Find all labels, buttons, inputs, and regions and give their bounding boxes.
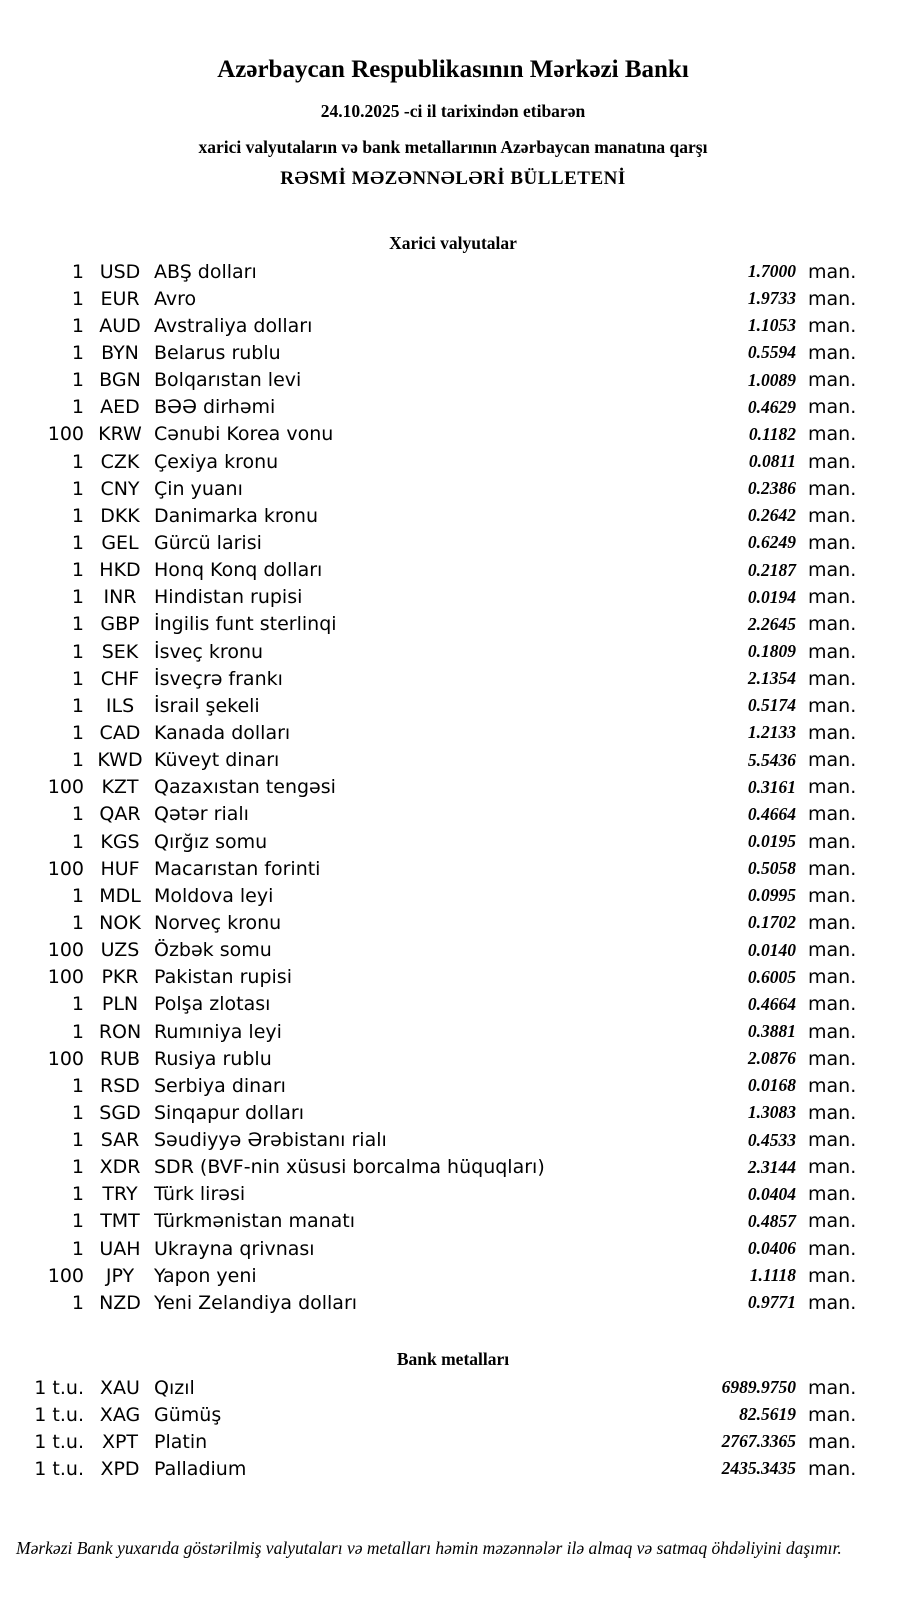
currency-name: Qazaxıstan tengəsi bbox=[154, 776, 336, 799]
currency-code: PLN bbox=[101, 993, 139, 1016]
rate-value: 0.0140 bbox=[747, 939, 796, 960]
currency-name: Səudiyyə Ərəbistanı rialı bbox=[154, 1129, 387, 1152]
unit-quantity: 100 bbox=[47, 423, 84, 446]
currency-code: XAG bbox=[99, 1403, 141, 1426]
currency-code: NZD bbox=[99, 1291, 141, 1314]
rate-value: 1.1118 bbox=[749, 1265, 796, 1286]
currency-code: RUB bbox=[99, 1047, 141, 1070]
rate-value: 0.0194 bbox=[747, 586, 796, 607]
rate-value: 0.4664 bbox=[747, 993, 796, 1014]
rate-table-row bbox=[0, 1181, 906, 1208]
currency-name: Macarıstan forinti bbox=[154, 857, 321, 880]
rate-table-row bbox=[0, 584, 906, 611]
unit-quantity: 1 bbox=[71, 314, 84, 337]
currency-name: Rusiya rublu bbox=[154, 1047, 272, 1070]
rate-value: 0.6005 bbox=[747, 966, 796, 987]
rate-value: 2.1354 bbox=[747, 668, 796, 689]
currency-code: KWD bbox=[97, 749, 143, 772]
rate-table-row bbox=[0, 1428, 906, 1455]
rate-unit-label: man. bbox=[808, 260, 857, 283]
unit-quantity: 1 t.u. bbox=[34, 1457, 84, 1480]
currency-code: INR bbox=[103, 586, 137, 609]
unit-quantity: 1 bbox=[71, 341, 84, 364]
rate-unit-label: man. bbox=[808, 396, 857, 419]
currency-code: EUR bbox=[100, 287, 140, 310]
rate-unit-label: man. bbox=[808, 830, 857, 853]
rate-unit-label: man. bbox=[808, 504, 857, 527]
rate-unit-label: man. bbox=[808, 884, 857, 907]
unit-quantity: 1 bbox=[71, 287, 84, 310]
unit-quantity: 1 t.u. bbox=[34, 1430, 84, 1453]
rate-value: 0.0404 bbox=[747, 1183, 796, 1204]
unit-quantity: 1 bbox=[71, 911, 84, 934]
currency-name: Gürcü larisi bbox=[154, 531, 262, 554]
effective-date-line: 24.10.2025 -ci il tarixindən etibarən bbox=[320, 101, 586, 121]
rate-table-row bbox=[0, 312, 906, 339]
rate-unit-label: man. bbox=[808, 477, 857, 500]
currency-name: Pakistan rupisi bbox=[154, 966, 292, 989]
rate-table-row bbox=[0, 1289, 906, 1316]
rate-unit-label: man. bbox=[808, 939, 857, 962]
currency-code: XAU bbox=[100, 1376, 140, 1399]
currency-code: HUF bbox=[100, 857, 140, 880]
rate-unit-label: man. bbox=[808, 1237, 857, 1260]
rate-value: 0.1182 bbox=[748, 423, 796, 444]
currency-name: İsrail şekeli bbox=[154, 694, 260, 717]
rate-table-row bbox=[0, 1374, 906, 1401]
rate-unit-label: man. bbox=[808, 1020, 857, 1043]
unit-quantity: 100 bbox=[47, 1047, 84, 1070]
currency-name: Çexiya kronu bbox=[154, 450, 279, 473]
currency-code: KRW bbox=[98, 423, 142, 446]
currency-name: Bolqarıstan levi bbox=[154, 369, 302, 392]
rate-unit-label: man. bbox=[808, 1264, 857, 1287]
rate-value: 0.2642 bbox=[747, 505, 796, 526]
currency-code: USD bbox=[99, 260, 141, 283]
unit-quantity: 1 t.u. bbox=[34, 1376, 84, 1399]
currency-code: RSD bbox=[100, 1074, 140, 1097]
currency-name: Sinqapur dolları bbox=[154, 1101, 305, 1124]
rate-value: 0.0406 bbox=[747, 1238, 796, 1259]
rate-value: 0.5058 bbox=[747, 858, 796, 879]
rate-value: 0.2187 bbox=[747, 559, 796, 580]
currency-name: Polşa zlotası bbox=[154, 993, 271, 1016]
rate-value: 2.0876 bbox=[747, 1048, 796, 1069]
rate-unit-label: man. bbox=[808, 1047, 857, 1070]
rate-table-row bbox=[0, 937, 906, 964]
rate-table-row bbox=[0, 1099, 906, 1126]
unit-quantity: 1 bbox=[71, 531, 84, 554]
rate-value: 0.3881 bbox=[747, 1021, 796, 1041]
rate-unit-label: man. bbox=[808, 531, 857, 554]
currency-code: DKK bbox=[100, 504, 140, 527]
currency-code: MDL bbox=[99, 884, 141, 907]
currency-name: Norveç kronu bbox=[154, 911, 282, 934]
rate-value: 5.5436 bbox=[747, 749, 796, 770]
rate-unit-label: man. bbox=[808, 586, 857, 609]
currency-name: Çin yuanı bbox=[154, 477, 243, 500]
rate-table-row bbox=[0, 285, 906, 312]
rate-value: 0.4664 bbox=[747, 803, 796, 824]
currency-code: TMT bbox=[100, 1210, 140, 1233]
currency-name: Serbiya dinarı bbox=[154, 1074, 286, 1097]
currency-name: Avstraliya dolları bbox=[154, 314, 313, 337]
rate-value: 6989.9750 bbox=[721, 1377, 796, 1398]
rate-value: 0.1702 bbox=[747, 912, 796, 933]
section-title-bank-metals: Bank metalları bbox=[396, 1349, 510, 1369]
currency-code: XPD bbox=[100, 1457, 140, 1480]
currency-name: Rumıniya leyi bbox=[154, 1020, 282, 1043]
currency-code: XDR bbox=[99, 1156, 141, 1179]
rate-table-row bbox=[0, 638, 906, 665]
rate-value: 1.7000 bbox=[747, 261, 796, 282]
rate-unit-label: man. bbox=[808, 667, 857, 690]
metal-rate-table bbox=[0, 1374, 906, 1483]
rate-unit-label: man. bbox=[808, 613, 857, 636]
unit-quantity: 1 bbox=[71, 667, 84, 690]
rate-unit-label: man. bbox=[808, 314, 857, 337]
rate-unit-label: man. bbox=[808, 1291, 857, 1314]
currency-code: SAR bbox=[100, 1129, 140, 1152]
rate-value: 1.3083 bbox=[747, 1102, 796, 1123]
bank-name-title: Azərbaycan Respublikasının Mərkəzi Bankı bbox=[217, 56, 689, 83]
unit-quantity: 1 bbox=[71, 1237, 84, 1260]
rate-table-row bbox=[0, 1045, 906, 1072]
rate-unit-label: man. bbox=[808, 1376, 857, 1399]
currency-code: CAD bbox=[99, 721, 141, 744]
rate-table-row bbox=[0, 1072, 906, 1099]
currency-name: Moldova leyi bbox=[154, 884, 274, 907]
rate-table-row bbox=[0, 1208, 906, 1235]
currency-name: Cənubi Korea vonu bbox=[154, 423, 334, 446]
currency-code: AED bbox=[100, 396, 140, 419]
currency-code: RON bbox=[98, 1020, 142, 1043]
currency-name: İsveçrə frankı bbox=[154, 667, 283, 690]
currency-code: ILS bbox=[105, 694, 135, 717]
rate-table-row bbox=[0, 747, 906, 774]
rate-value: 2.2645 bbox=[747, 613, 796, 634]
rate-table-row bbox=[0, 692, 906, 719]
unit-quantity: 1 bbox=[71, 1183, 84, 1206]
rate-value: 0.1809 bbox=[747, 641, 796, 662]
unit-quantity: 1 bbox=[71, 586, 84, 609]
rate-value: 82.5619 bbox=[739, 1404, 796, 1425]
rate-unit-label: man. bbox=[808, 1403, 857, 1426]
rate-value: 0.3161 bbox=[747, 776, 796, 797]
rate-unit-label: man. bbox=[808, 911, 857, 934]
unit-quantity: 1 bbox=[71, 369, 84, 392]
unit-quantity: 1 bbox=[71, 396, 84, 419]
unit-quantity: 100 bbox=[47, 776, 84, 799]
unit-quantity: 1 bbox=[71, 559, 84, 582]
rate-table-row bbox=[0, 258, 906, 285]
rate-table-row bbox=[0, 882, 906, 909]
currency-code: KGS bbox=[100, 830, 140, 853]
rate-value: 0.6249 bbox=[747, 532, 796, 553]
rate-value: 0.2386 bbox=[747, 478, 796, 499]
rate-unit-label: man. bbox=[808, 1210, 857, 1233]
rate-table-row bbox=[0, 1154, 906, 1181]
currency-name: Özbək somu bbox=[154, 939, 272, 962]
currency-name: Belarus rublu bbox=[154, 341, 281, 364]
rate-unit-label: man. bbox=[808, 1129, 857, 1152]
currency-name: BƏƏ dirhəmi bbox=[154, 396, 276, 419]
currency-code: SGD bbox=[99, 1101, 141, 1124]
currency-code: JPY bbox=[105, 1264, 135, 1287]
unit-quantity: 1 bbox=[71, 260, 84, 283]
unit-quantity: 1 bbox=[71, 830, 84, 853]
currency-name: Palladium bbox=[154, 1457, 247, 1480]
rate-table-row bbox=[0, 828, 906, 855]
rate-value: 0.9771 bbox=[747, 1292, 796, 1313]
rate-table-row bbox=[0, 964, 906, 991]
currency-name: Qırğız somu bbox=[154, 830, 268, 853]
currency-code: TRY bbox=[102, 1183, 138, 1206]
currency-name: Avro bbox=[154, 287, 197, 310]
rate-unit-label: man. bbox=[808, 341, 857, 364]
currency-code: PKR bbox=[101, 966, 139, 989]
currency-name: Platin bbox=[154, 1430, 208, 1453]
rate-table-row bbox=[0, 801, 906, 828]
currency-code: CZK bbox=[100, 450, 140, 473]
rate-unit-label: man. bbox=[808, 423, 857, 446]
bulletin-footer-note: Mərkəzi Bank yuxarıda göstərilmiş valyutaları və metalları həmin məzənnələr ilə almaq və satmaq öhdəliyini daşımır. bbox=[16, 1538, 842, 1558]
currency-code: GBP bbox=[100, 613, 140, 636]
currency-name: Yapon yeni bbox=[154, 1264, 257, 1287]
rate-table-row bbox=[0, 339, 906, 366]
currency-name: İngilis funt sterlinqi bbox=[154, 613, 337, 636]
rate-unit-label: man. bbox=[808, 640, 857, 663]
unit-quantity: 100 bbox=[47, 1264, 84, 1287]
rate-value: 1.9733 bbox=[747, 288, 796, 309]
rate-value: 2767.3365 bbox=[721, 1431, 796, 1452]
rate-unit-label: man. bbox=[808, 694, 857, 717]
unit-quantity: 1 bbox=[71, 694, 84, 717]
rate-unit-label: man. bbox=[808, 749, 857, 772]
rate-value: 2435.3435 bbox=[721, 1458, 796, 1479]
bulletin-subtitle: xarici valyutaların və bank metallarının Azərbaycan manatına qarşı bbox=[198, 137, 708, 157]
unit-quantity: 1 bbox=[71, 884, 84, 907]
unit-quantity: 1 bbox=[71, 613, 84, 636]
rate-table-row bbox=[0, 1235, 906, 1262]
currency-code: AUD bbox=[99, 314, 141, 337]
unit-quantity: 1 t.u. bbox=[34, 1403, 84, 1426]
unit-quantity: 1 bbox=[71, 450, 84, 473]
rate-table-row bbox=[0, 394, 906, 421]
unit-quantity: 1 bbox=[71, 803, 84, 826]
unit-quantity: 1 bbox=[71, 1210, 84, 1233]
unit-quantity: 1 bbox=[71, 1020, 84, 1043]
rate-unit-label: man. bbox=[808, 287, 857, 310]
currency-name: ABŞ dolları bbox=[154, 260, 257, 283]
currency-name: Kanada dolları bbox=[154, 721, 291, 744]
rate-value: 0.0995 bbox=[747, 885, 796, 906]
rate-table-row bbox=[0, 909, 906, 936]
rate-unit-label: man. bbox=[808, 1183, 857, 1206]
currency-code: BYN bbox=[101, 341, 139, 364]
rate-value: 1.2133 bbox=[747, 722, 796, 743]
rate-table-row bbox=[0, 529, 906, 556]
unit-quantity: 1 bbox=[71, 749, 84, 772]
currency-code: UAH bbox=[99, 1237, 141, 1260]
currency-code: HKD bbox=[99, 559, 141, 582]
unit-quantity: 1 bbox=[71, 1101, 84, 1124]
currency-name: Qətər rialı bbox=[154, 803, 249, 826]
currency-name: Hindistan rupisi bbox=[154, 586, 303, 609]
rate-value: 0.0168 bbox=[747, 1075, 796, 1096]
currency-name: SDR (BVF-nin xüsusi borcalma hüquqları) bbox=[154, 1156, 545, 1179]
currency-code: GEL bbox=[101, 531, 139, 554]
currency-name: Yeni Zelandiya dolları bbox=[154, 1291, 358, 1314]
unit-quantity: 100 bbox=[47, 966, 84, 989]
currency-name: Qızıl bbox=[154, 1376, 195, 1399]
currency-name: Küveyt dinarı bbox=[154, 749, 280, 772]
unit-quantity: 1 bbox=[71, 504, 84, 527]
rate-unit-label: man. bbox=[808, 450, 857, 473]
currency-code: QAR bbox=[99, 803, 141, 826]
rate-unit-label: man. bbox=[808, 369, 857, 392]
rate-value: 0.4629 bbox=[747, 396, 796, 417]
currency-name: Ukrayna qrivnası bbox=[154, 1237, 315, 1260]
unit-quantity: 1 bbox=[71, 1074, 84, 1097]
rate-table-row bbox=[0, 448, 906, 475]
rate-unit-label: man. bbox=[808, 1457, 857, 1480]
rate-table-row bbox=[0, 774, 906, 801]
currency-code: KZT bbox=[101, 776, 139, 799]
rate-value: 0.0811 bbox=[748, 451, 796, 472]
currency-name: Türkmənistan manatı bbox=[154, 1210, 356, 1233]
currency-code: SEK bbox=[101, 640, 139, 663]
rate-unit-label: man. bbox=[808, 966, 857, 989]
rate-table-row bbox=[0, 719, 906, 746]
rate-table-row bbox=[0, 991, 906, 1018]
unit-quantity: 1 bbox=[71, 1291, 84, 1314]
rate-table-row bbox=[0, 855, 906, 882]
rate-value: 0.5174 bbox=[747, 695, 796, 716]
currency-code: XPT bbox=[101, 1430, 139, 1453]
rate-table-row bbox=[0, 475, 906, 502]
rate-value: 1.0089 bbox=[747, 369, 796, 390]
currency-name: Türk lirəsi bbox=[154, 1183, 246, 1206]
rate-unit-label: man. bbox=[808, 559, 857, 582]
rate-unit-label: man. bbox=[808, 993, 857, 1016]
rate-table-row bbox=[0, 502, 906, 529]
unit-quantity: 1 bbox=[71, 721, 84, 744]
rate-table-row bbox=[0, 665, 906, 692]
rate-table-row bbox=[0, 1127, 906, 1154]
unit-quantity: 100 bbox=[47, 939, 84, 962]
unit-quantity: 100 bbox=[47, 857, 84, 880]
rate-unit-label: man. bbox=[808, 803, 857, 826]
rate-value: 0.4533 bbox=[747, 1129, 796, 1150]
rate-unit-label: man. bbox=[808, 776, 857, 799]
unit-quantity: 1 bbox=[71, 477, 84, 500]
rate-value: 1.1053 bbox=[747, 315, 796, 336]
currency-code: CNY bbox=[100, 477, 140, 500]
unit-quantity: 1 bbox=[71, 1156, 84, 1179]
unit-quantity: 1 bbox=[71, 1129, 84, 1152]
rate-table-row bbox=[0, 1262, 906, 1289]
rate-unit-label: man. bbox=[808, 1430, 857, 1453]
section-title-foreign-currencies: Xarici valyutalar bbox=[389, 233, 517, 253]
rate-unit-label: man. bbox=[808, 1101, 857, 1124]
unit-quantity: 1 bbox=[71, 993, 84, 1016]
rate-unit-label: man. bbox=[808, 857, 857, 880]
rate-table-row bbox=[0, 421, 906, 448]
bulletin-title: RƏSMİ MƏZƏNNƏLƏRİ BÜLLETENİ bbox=[280, 168, 626, 189]
rate-value: 0.5594 bbox=[747, 342, 796, 363]
currency-name: Danimarka kronu bbox=[154, 504, 319, 527]
rate-value: 0.4857 bbox=[747, 1210, 796, 1231]
rate-value: 0.0195 bbox=[747, 831, 796, 852]
currency-code: BGN bbox=[99, 369, 141, 392]
currency-code: UZS bbox=[100, 939, 140, 962]
rate-table-row bbox=[0, 1018, 906, 1045]
currency-name: Gümüş bbox=[154, 1403, 222, 1426]
rate-table-row bbox=[0, 1455, 906, 1482]
currency-name: İsveç kronu bbox=[154, 640, 264, 663]
rate-value: 2.3144 bbox=[747, 1156, 796, 1177]
rate-unit-label: man. bbox=[808, 721, 857, 744]
rate-unit-label: man. bbox=[808, 1074, 857, 1097]
rate-table-row bbox=[0, 557, 906, 584]
rate-table-row bbox=[0, 367, 906, 394]
currency-name: Honq Konq dolları bbox=[154, 559, 323, 582]
unit-quantity: 1 bbox=[71, 640, 84, 663]
currency-code: NOK bbox=[99, 911, 141, 934]
currency-rate-table bbox=[0, 258, 906, 1316]
currency-code: CHF bbox=[100, 667, 140, 690]
rate-table-row bbox=[0, 611, 906, 638]
rate-unit-label: man. bbox=[808, 1156, 857, 1179]
rate-table-row bbox=[0, 1401, 906, 1428]
